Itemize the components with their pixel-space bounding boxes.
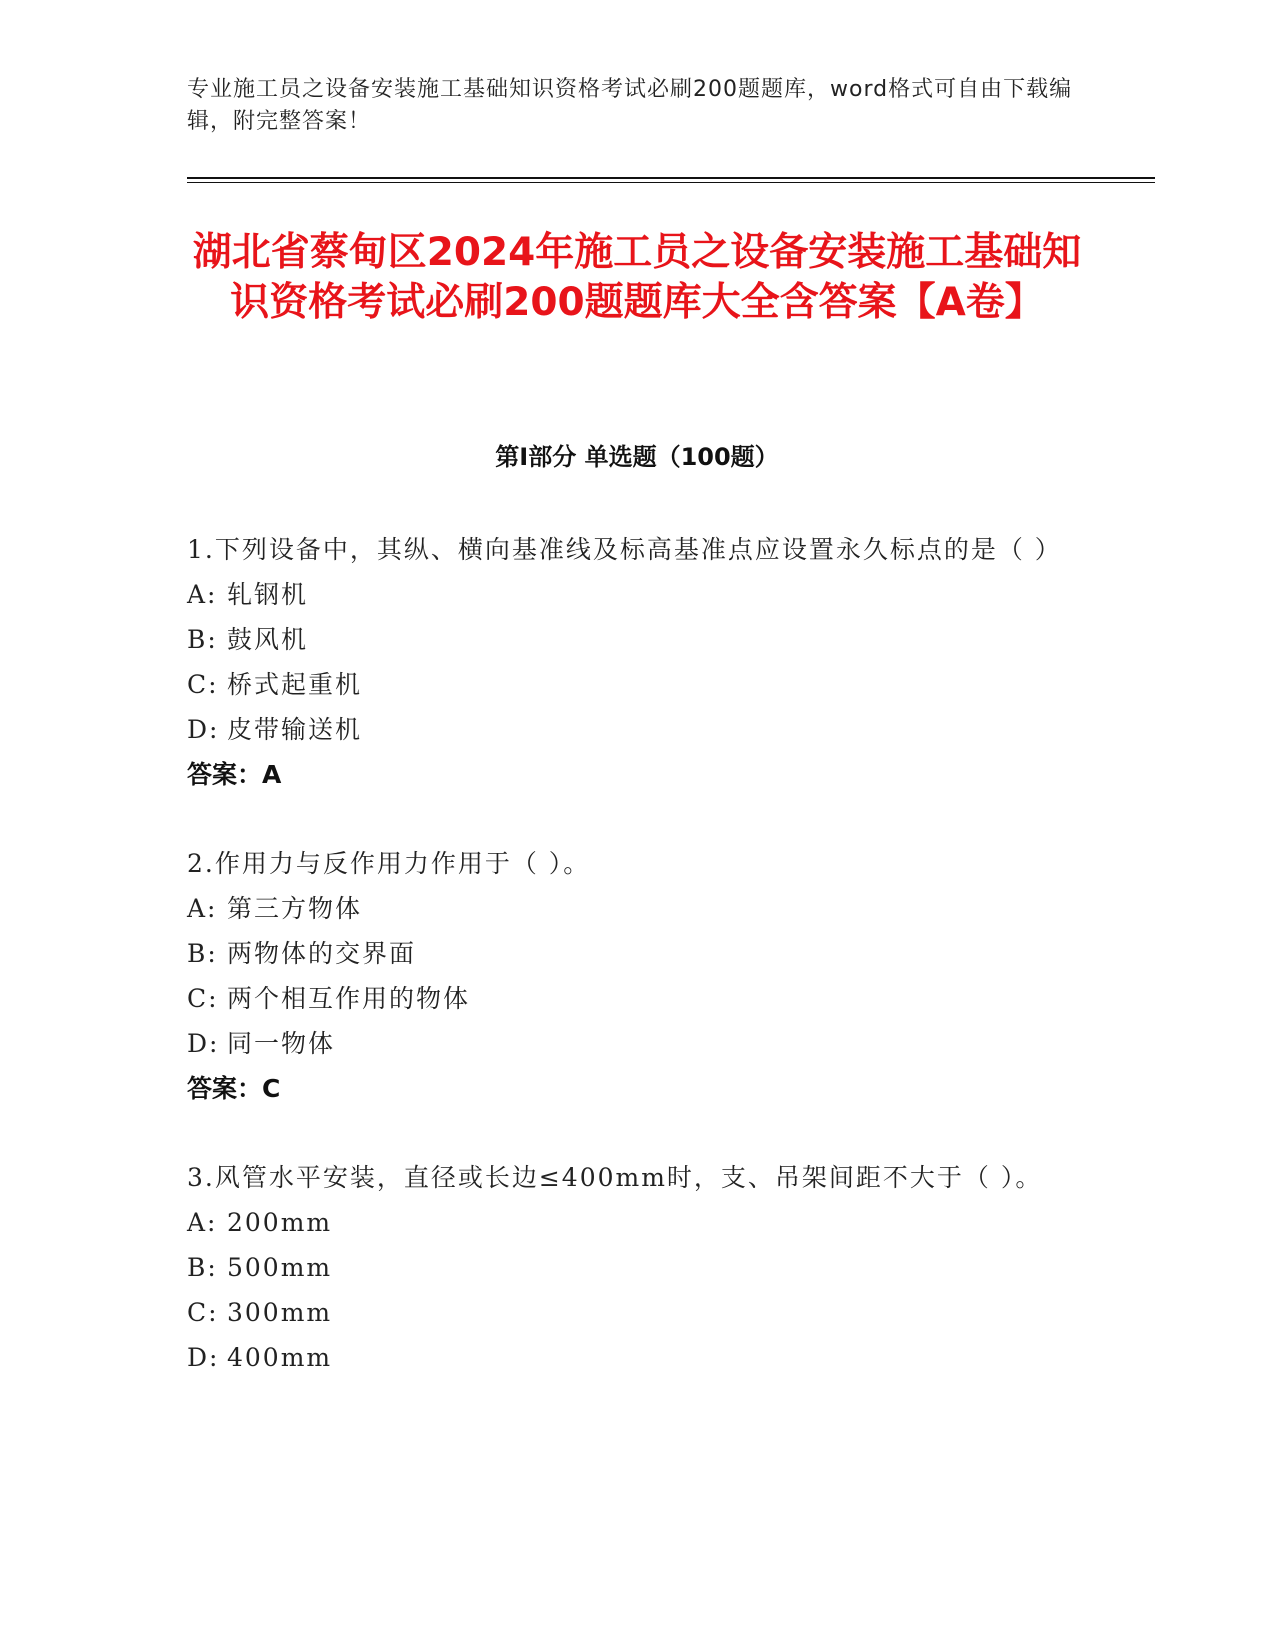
option-text: 桥式起重机: [227, 670, 363, 699]
option-key: D:: [187, 715, 220, 744]
header-rule-thick: [187, 177, 1155, 179]
option-a: [187, 886, 1077, 931]
option-c: [187, 976, 1077, 1021]
option-d: [187, 1021, 1077, 1066]
option-d: [187, 707, 1077, 752]
header-note: 专业施工员之设备安装施工基础知识资格考试必刷200题题库，word格式可自由下载编辑，附完整答案！: [187, 77, 1073, 134]
option-text: 300mm: [227, 1298, 333, 1327]
option-d: [187, 1335, 1077, 1380]
option-text: 400mm: [227, 1343, 333, 1372]
header-rule-thin: [187, 182, 1155, 183]
spacer: [187, 1111, 1077, 1156]
option-key: A:: [187, 894, 218, 923]
spacer: [187, 797, 1077, 842]
document-title: 湖北省蔡甸区2024年施工员之设备安装施工基础知识资格考试必刷200题题库大全含答案【A卷】: [192, 230, 1082, 325]
question-text: 1.下列设备中，其纵、横向基准线及标高基准点应设置永久标点的是（ ）: [187, 535, 1062, 564]
section-title: 第Ⅰ部分 单选题（100题）: [495, 443, 779, 471]
option-text: 200mm: [227, 1208, 333, 1237]
option-text: 两物体的交界面: [227, 939, 417, 968]
answer: 答案：C: [187, 1074, 281, 1103]
question-2: [187, 842, 1077, 1111]
option-key: B:: [187, 625, 218, 654]
option-text: 第三方物体: [227, 894, 363, 923]
option-b: [187, 931, 1077, 976]
question-1: [187, 528, 1077, 797]
option-text: 500mm: [227, 1253, 333, 1282]
option-a: [187, 572, 1077, 617]
option-key: A:: [187, 1208, 218, 1237]
question-text: 2.作用力与反作用力作用于（ ）。: [187, 849, 591, 878]
option-text: 同一物体: [227, 1029, 336, 1058]
option-key: C:: [187, 1298, 219, 1327]
option-text: 皮带输送机: [227, 715, 363, 744]
question-3: [187, 1156, 1077, 1380]
option-key: D:: [187, 1343, 220, 1372]
option-a: [187, 1200, 1077, 1245]
answer: 答案：A: [187, 760, 282, 789]
question-text: 3.风管水平安装，直径或长边≤400mm时，支、吊架间距不大于（ ）。: [187, 1163, 1043, 1192]
option-c: [187, 662, 1077, 707]
option-text: 轧钢机: [227, 580, 309, 609]
option-key: C:: [187, 984, 219, 1013]
option-text: 两个相互作用的物体: [227, 984, 471, 1013]
option-key: A:: [187, 580, 218, 609]
option-key: B:: [187, 1253, 218, 1282]
option-key: D:: [187, 1029, 220, 1058]
option-c: [187, 1290, 1077, 1335]
option-key: C:: [187, 670, 219, 699]
option-text: 鼓风机: [227, 625, 309, 654]
question-list: [187, 528, 1077, 1380]
option-b: [187, 1245, 1077, 1290]
option-key: B:: [187, 939, 218, 968]
option-b: [187, 617, 1077, 662]
